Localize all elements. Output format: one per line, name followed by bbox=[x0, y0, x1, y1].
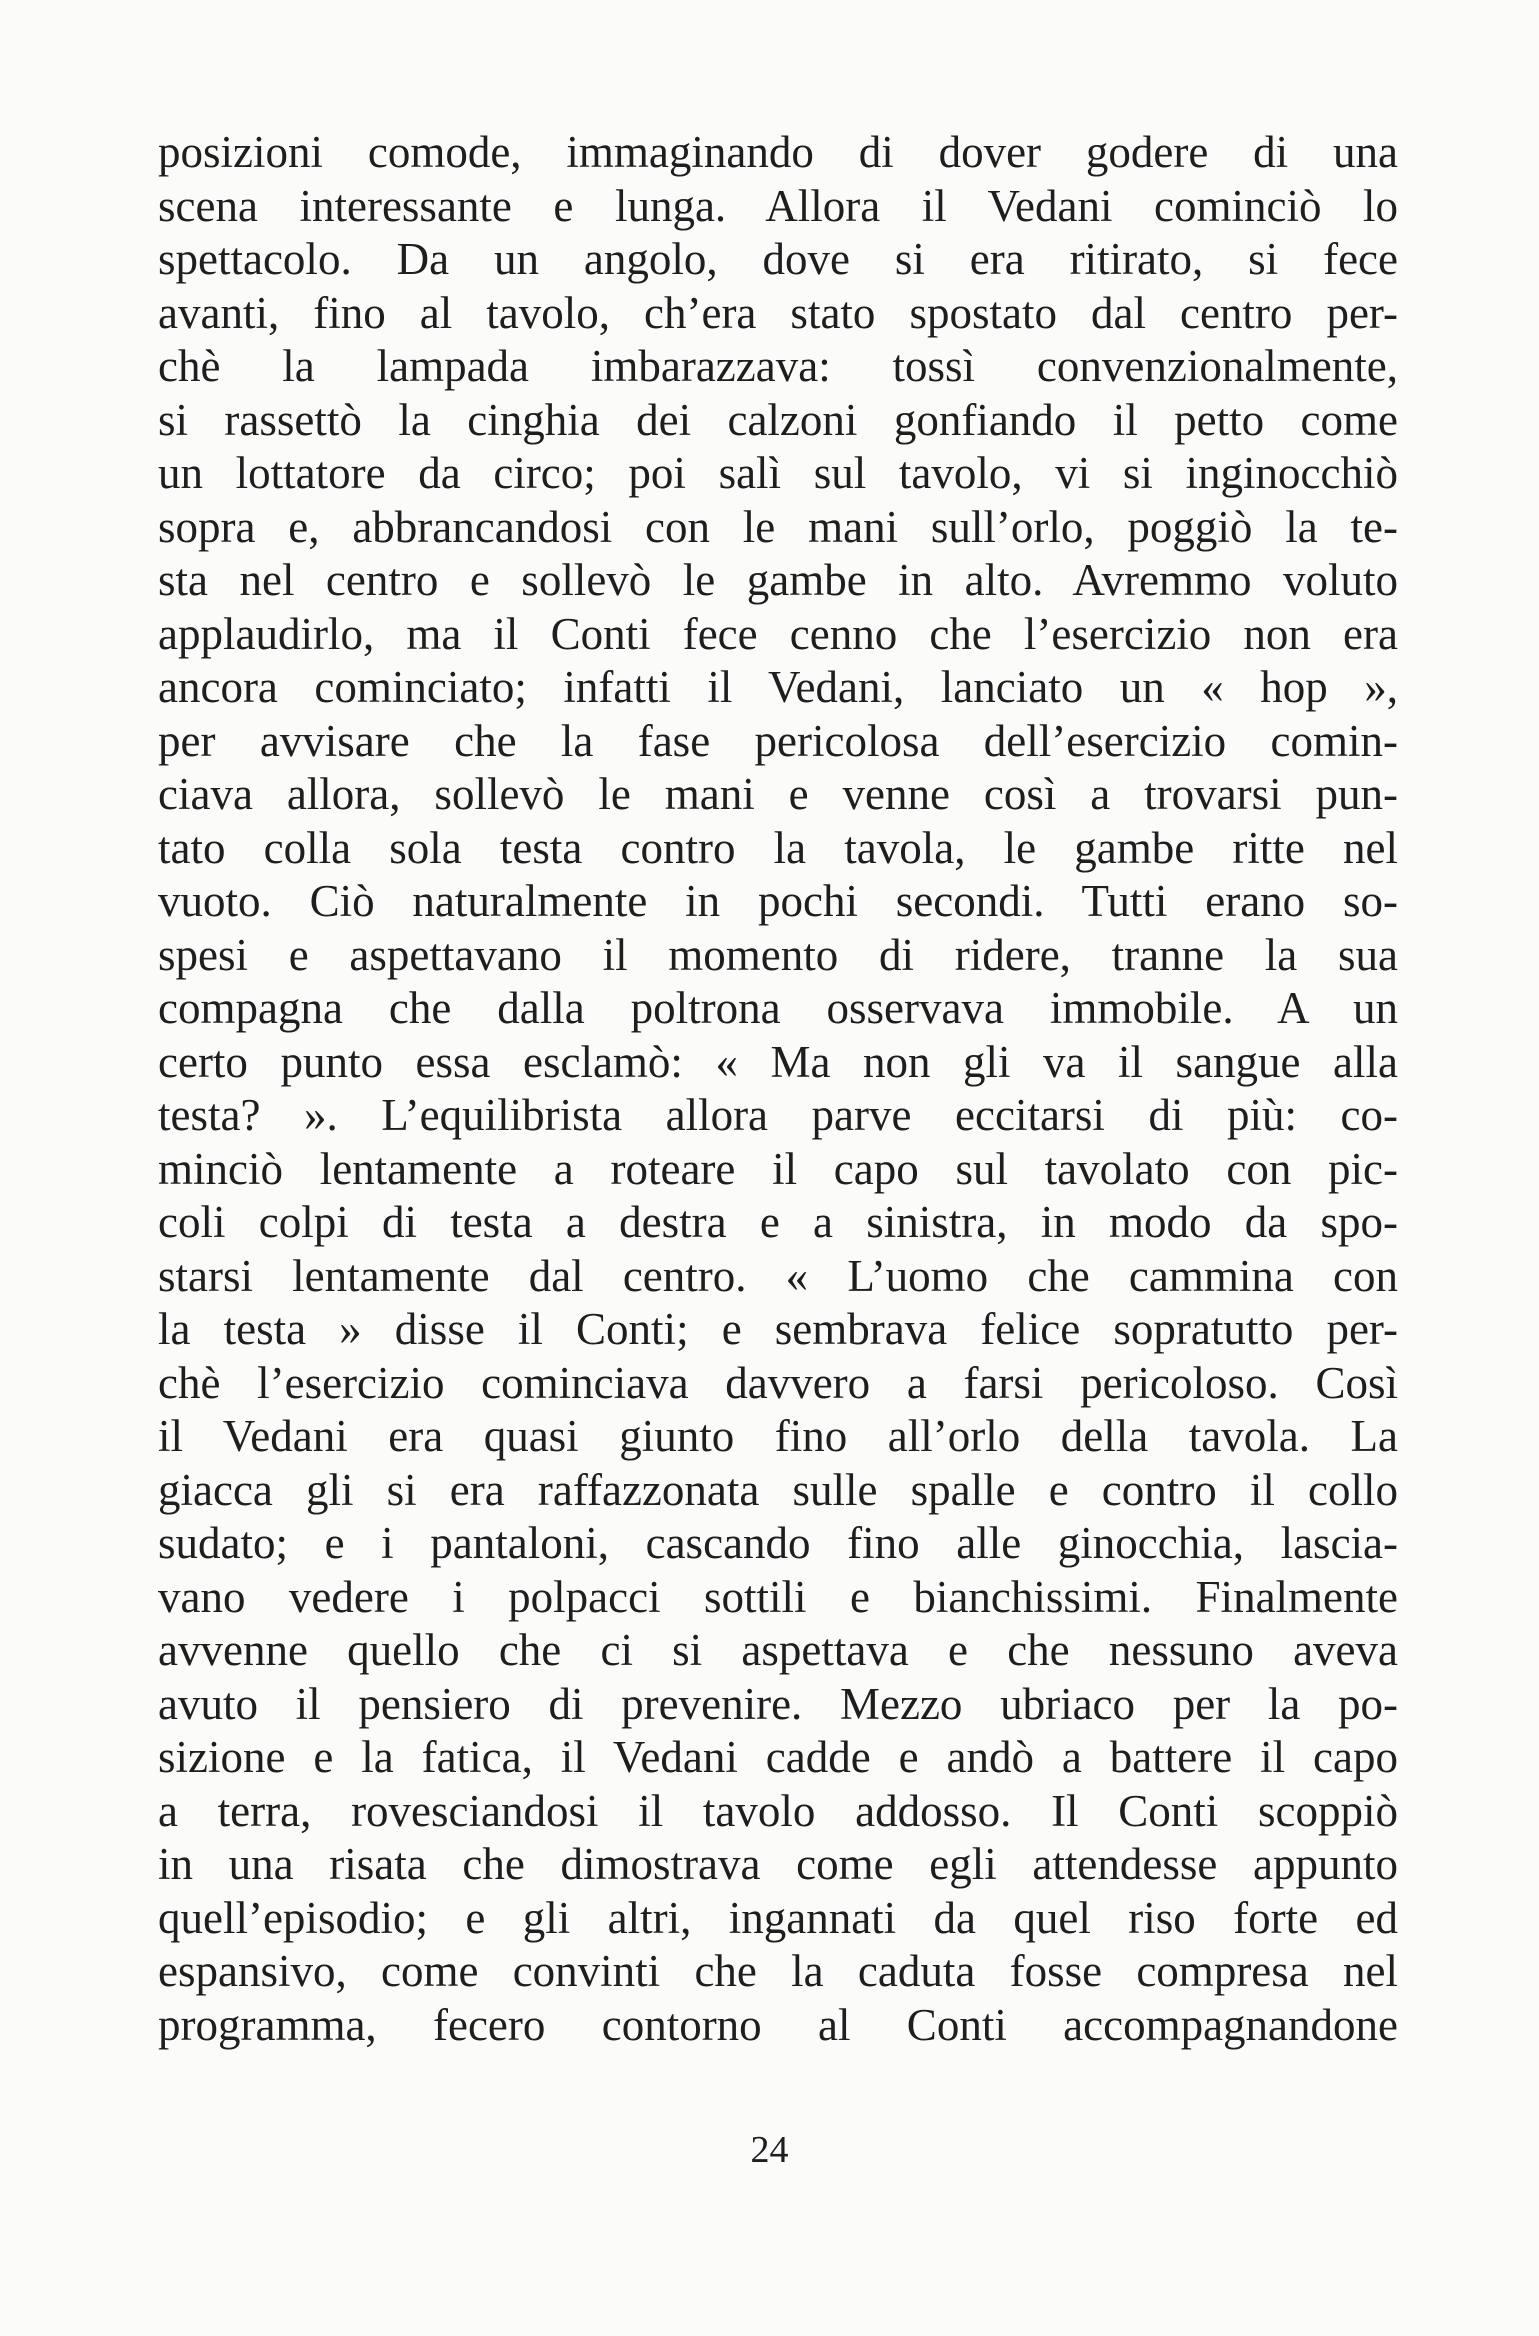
text-line: avuto il pensiero di prevenire. Mezzo ubriaco per la po- bbox=[158, 1678, 1398, 1729]
text-line: programma, fecero contorno al Conti accompagnandone bbox=[158, 1999, 1398, 2050]
text-line: la testa » disse il Conti; e sembrava felice sopratutto per- bbox=[158, 1304, 1398, 1354]
text-line: quell’episodio; e gli altri, ingannati da quel riso forte ed bbox=[158, 1892, 1398, 1943]
text-line: vuoto. Ciò naturalmente in pochi secondi. Tutti erano so- bbox=[158, 876, 1398, 926]
text-line: coli colpi di testa a destra e a sinistra, in modo da spo- bbox=[158, 1197, 1398, 1247]
text-line: spesi e aspettavano il momento di ridere, tranne la sua bbox=[158, 929, 1398, 980]
text-line: chè la lampada imbarazzava: tossì convenzionalmente, bbox=[158, 341, 1398, 391]
text-line: applaudirlo, ma il Conti fece cenno che l’esercizio non era bbox=[158, 608, 1398, 659]
text-line: si rassettò la cinghia dei calzoni gonfiando il petto come bbox=[158, 394, 1398, 445]
text-line: minciò lentamente a roteare il capo sul tavolato con pic- bbox=[158, 1143, 1398, 1194]
text-line: un lottatore da circo; poi salì sul tavolo, vi si inginocchiò bbox=[158, 448, 1398, 498]
text-line: posizioni comode, immaginando di dover godere di una bbox=[158, 127, 1398, 177]
text-line: sudato; e i pantaloni, cascando fino alle ginocchia, lascia- bbox=[158, 1518, 1398, 1568]
text-line: testa? ». L’equilibrista allora parve eccitarsi di più: co- bbox=[158, 1090, 1398, 1140]
text-line: scena interessante e lunga. Allora il Vedani cominciò lo bbox=[158, 180, 1398, 231]
text-line: tato colla sola testa contro la tavola, le gambe ritte nel bbox=[158, 822, 1398, 873]
text-line: giacca gli si era raffazzonata sulle spalle e contro il collo bbox=[158, 1464, 1398, 1515]
text-line: sta nel centro e sollevò le gambe in alto. Avremmo voluto bbox=[158, 555, 1398, 605]
body-text bbox=[158, 126, 1398, 2052]
text-line: in una risata che dimostrava come egli attendesse appunto bbox=[158, 1839, 1398, 1889]
text-line: ancora cominciato; infatti il Vedani, lanciato un « hop », bbox=[158, 662, 1398, 712]
text-line: avanti, fino al tavolo, ch’era stato spostato dal centro per- bbox=[158, 287, 1398, 338]
text-line: starsi lentamente dal centro. « L’uomo che cammina con bbox=[158, 1250, 1398, 1301]
text-line: sopra e, abbrancandosi con le mani sull’orlo, poggiò la te- bbox=[158, 501, 1398, 552]
text-line: per avvisare che la fase pericolosa dell’esercizio comin- bbox=[158, 715, 1398, 766]
text-line: spettacolo. Da un angolo, dove si era ritirato, si fece bbox=[158, 234, 1398, 284]
page-number: 24 bbox=[750, 2129, 789, 2171]
text-line: sizione e la fatica, il Vedani cadde e andò a battere il capo bbox=[158, 1732, 1398, 1782]
text-line: chè l’esercizio cominciava davvero a farsi pericoloso. Così bbox=[158, 1357, 1398, 1408]
text-line: il Vedani era quasi giunto fino all’orlo della tavola. La bbox=[158, 1411, 1398, 1461]
text-line: compagna che dalla poltrona osservava immobile. A un bbox=[158, 983, 1398, 1033]
text-line: certo punto essa esclamò: « Ma non gli va il sangue alla bbox=[158, 1036, 1398, 1087]
text-line: espansivo, come convinti che la caduta fosse compresa nel bbox=[158, 1946, 1398, 1996]
text-line: vano vedere i polpacci sottili e bianchissimi. Finalmente bbox=[158, 1571, 1398, 1622]
text-line: avvenne quello che ci si aspettava e che nessuno aveva bbox=[158, 1625, 1398, 1675]
text-line: a terra, rovesciandosi il tavolo addosso. Il Conti scoppiò bbox=[158, 1785, 1398, 1836]
text-line: ciava allora, sollevò le mani e venne così a trovarsi pun- bbox=[158, 769, 1398, 819]
